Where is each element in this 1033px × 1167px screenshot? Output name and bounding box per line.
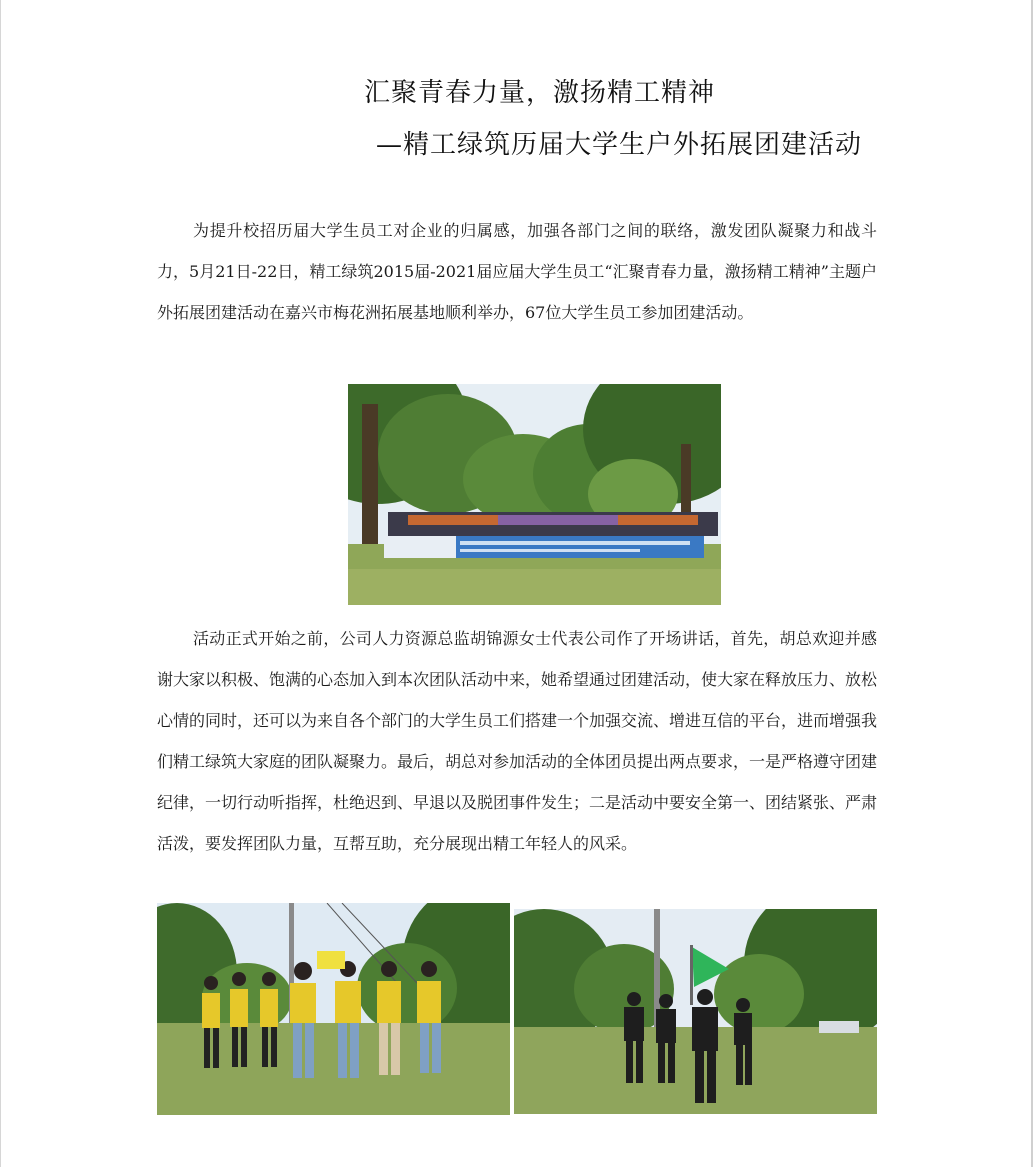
intro-paragraph: 为提升校招历届大学生员工对企业的归属感，加强各部门之间的联络，激发团队凝聚力和战斗力，5月21日-22日，精工绿筑2015届-2021届应届大学生员工“汇聚青春力量，激扬精工精神”主题户外拓展团建活动在嘉兴市梅花洲拓展基地顺利举办，67位大学生员工参加团建活动。 (157, 221, 877, 322)
green-flag-team-photo (514, 909, 877, 1114)
article-subtitle: —精工绿筑历届大学生户外拓展团建活动 (376, 130, 863, 160)
yellow-vest-team-photo (157, 903, 510, 1115)
speech-paragraph: 活动正式开始之前，公司人力资源总监胡锦源女士代表公司作了开场讲话，首先，胡总欢迎并感谢大家以积极、饱满的心态加入到本次团队活动中来，她希望通过团建活动，使大家在释放压力、放松心情的同时，还可以为来自各个部门的大学生员工们搭建一个加强交流、增进互信的平台，进而增强我们精工绿筑大家庭的团队凝聚力。最后，胡总对参加活动的全体团员提出两点要求，一是严格遵守团建纪律，一切行动听指挥，杜绝迟到、早退以及脱团事件发生；二是活动中要安全第一、团结紧张、严肃活泼，要发挥团队力量，互帮互助，充分展现出精工年轻人的风采。 (157, 629, 878, 853)
group-photo (348, 384, 721, 605)
page-edge-left (0, 0, 1, 1167)
article-title: 汇聚青春力量，激扬精工精神 (364, 78, 716, 108)
